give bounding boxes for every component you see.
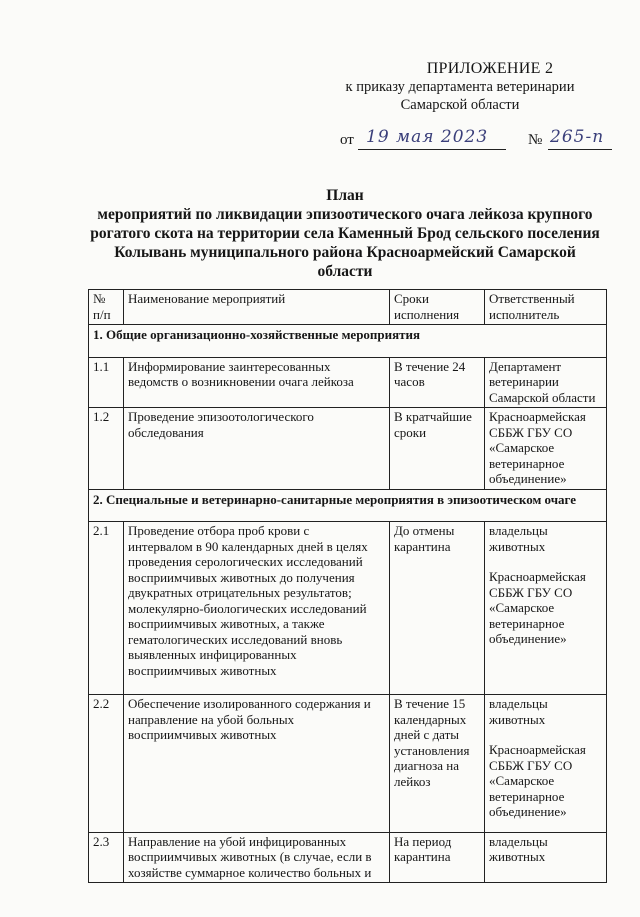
header-terms: Сроки исполнения <box>390 290 485 325</box>
plan-title-line: рогатого скота на территории села Каменный Брод сельского поселения <box>90 225 600 242</box>
plan-title-line: Колывань муниципального района Красноармейский Самарской <box>114 244 576 261</box>
plan-title-block <box>90 186 600 281</box>
appendix-line-2: Самарской области <box>400 97 520 113</box>
row-terms: В течение 15 календарных дней с даты установления диагноза на лейкоз <box>390 695 485 833</box>
table-row <box>89 832 607 883</box>
row-responsible: владельцы животных Красноармейская СББЖ ГБУ СО «Самарское ветеринарное объединение» <box>485 522 607 695</box>
section-row <box>89 325 607 358</box>
order-from-label: от <box>340 132 354 148</box>
section-title: 2. Специальные и ветеринарно-санитарные мероприятия в эпизоотическом очаге <box>89 489 607 522</box>
section-row <box>89 489 607 522</box>
row-terms: В кратчайшие сроки <box>390 408 485 490</box>
row-responsible: Департамент ветеринарии Самарской области <box>485 357 607 408</box>
order-number-label: № <box>528 132 543 148</box>
row-num: 1.1 <box>89 357 124 408</box>
header-name: Наименование мероприятий <box>124 290 390 325</box>
table-header-row <box>89 290 607 325</box>
row-num: 2.2 <box>89 695 124 833</box>
row-terms: На период карантина <box>390 832 485 883</box>
row-terms: В течение 24 часов <box>390 357 485 408</box>
header-num: № п/п <box>89 290 124 325</box>
row-terms: До отмены карантина <box>390 522 485 695</box>
order-number: 265-п <box>550 127 605 147</box>
appendix-line-1: к приказу департамента ветеринарии <box>345 79 575 95</box>
plan-title-line: области <box>317 263 373 280</box>
table-row <box>89 357 607 408</box>
row-responsible: владельцы животных Красноармейская СББЖ ГБУ СО «Самарское ветеринарное объединение» <box>485 695 607 833</box>
appendix-title: ПРИЛОЖЕНИЕ 2 <box>426 60 554 77</box>
plan-title-line: мероприятий по ликвидации эпизоотического очага лейкоза крупного <box>97 206 593 223</box>
row-responsible: Красноармейская СББЖ ГБУ СО «Самарское ветеринарное объединение» <box>485 408 607 490</box>
row-name: Проведение отбора проб крови с интервалом в 90 календарных дней в целях проведения серологических исследований восприимчивых животных до получения двукратных отрицательных результатов; молекулярно-биологических исследований восприимчивых животных, а также гематологических исследований вновь выявленных инфицированных восприимчивых животных <box>124 522 390 695</box>
row-responsible: владельцы животных <box>485 832 607 883</box>
row-name: Направление на убой инфицированных восприимчивых животных (в случае, если в хозяйстве суммарное количество больных и <box>124 832 390 883</box>
appendix-header <box>300 60 620 114</box>
table-row <box>89 408 607 490</box>
order-date: 19 мая 2023 <box>366 127 489 147</box>
table-row <box>89 522 607 695</box>
row-num: 1.2 <box>89 408 124 490</box>
row-num: 2.1 <box>89 522 124 695</box>
section-title: 1. Общие организационно-хозяйственные мероприятия <box>89 325 607 358</box>
row-name: Обеспечение изолированного содержания и направление на убой больных восприимчивых животных <box>124 695 390 833</box>
plan-heading: План <box>326 187 364 204</box>
row-name: Информирование заинтересованных ведомств о возникновении очага лейкоза <box>124 357 390 408</box>
spacer <box>489 727 602 742</box>
row-name: Проведение эпизоотологического обследования <box>124 408 390 490</box>
spacer <box>489 554 602 569</box>
number-underline <box>548 149 612 150</box>
date-underline <box>358 149 506 150</box>
header-responsible: Ответственный исполнитель <box>485 290 607 325</box>
measures-table <box>88 289 607 883</box>
row-num: 2.3 <box>89 832 124 883</box>
table-row <box>89 695 607 833</box>
